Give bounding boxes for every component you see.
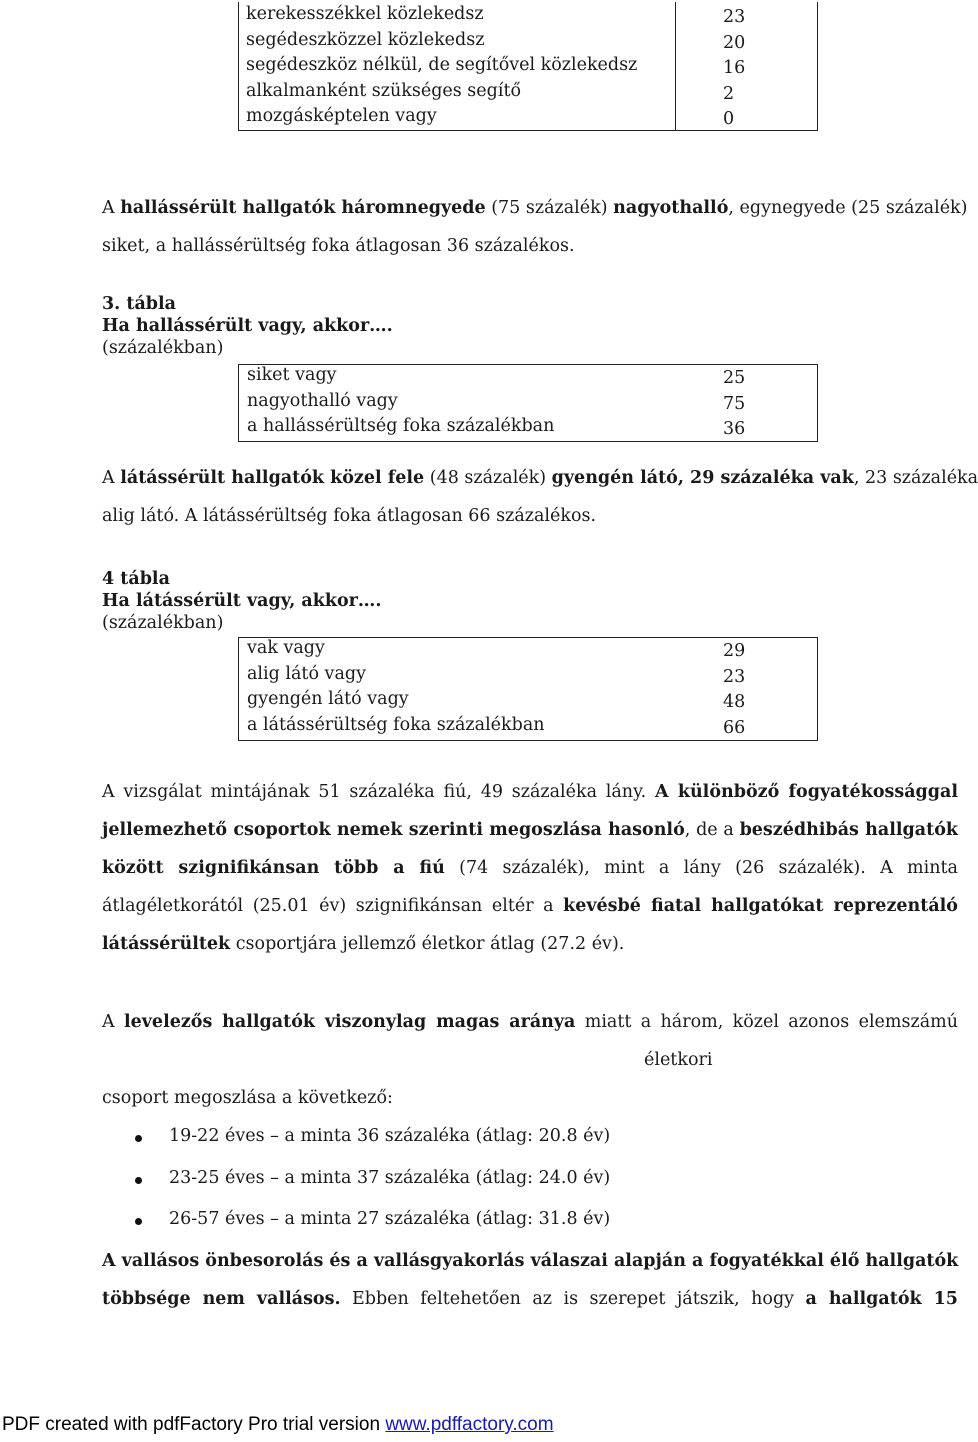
table-row-label: segédeszköz nélkül, de segítővel közlekedsz (246, 55, 638, 75)
table-mobility-labels (246, 2, 637, 130)
table4 (238, 637, 818, 741)
paragraph-line: siket, a hallássérültség foka átlagosan 36 százalékos. (102, 236, 575, 256)
table-row-value: 20 (723, 32, 746, 53)
table3-caption (102, 293, 393, 359)
footer-text: PDF created with pdfFactory Pro trial version (2, 1414, 386, 1435)
paragraph-religion (102, 1242, 958, 1318)
list-item-text: 19-22 éves – a minta 36 százaléka (átlag: 20.8 év) (169, 1126, 611, 1146)
paragraph-correspondence (102, 1003, 958, 1117)
paragraph-line: között szignifikánsan több a fiú (74 százalék), mint a lány (26 százalék). A minta (102, 858, 958, 878)
paragraph-line: látássérültek csoportjára jellemző életkor átlag (27.2 év). (102, 934, 625, 954)
table3-unit: (százalékban) (102, 338, 224, 358)
paragraph-line: csoport megoszlása a következő: (102, 1088, 393, 1108)
table-row-value: 75 (723, 393, 746, 414)
table-row-label: gyengén látó vagy (247, 689, 409, 709)
table-row-label: alig látó vagy (247, 663, 366, 684)
bullet-icon (135, 1135, 142, 1142)
table-mobility (238, 2, 818, 132)
table4-values (723, 639, 745, 741)
table-row-label: nagyothalló vagy (247, 390, 398, 411)
table-row-label: a hallássérültség foka százalékban (247, 416, 555, 436)
paragraph-line: A levelezős hallgatók viszonylag magas aránya miatt a három, közel azonos elemszámú (102, 1012, 958, 1032)
table-row-value: 29 (723, 641, 746, 661)
table3-title: Ha hallássérült vagy, akkor…. (102, 316, 393, 336)
table-row-label: a látássérültség foka százalékban (247, 714, 545, 735)
table-row-value: 48 (723, 692, 746, 712)
table-row-value: 0 (723, 109, 735, 129)
table4-unit: (százalékban) (102, 613, 224, 633)
table4-number: 4 tábla (102, 569, 170, 589)
list-item-text: 23-25 éves – a minta 37 százaléka (átlag: 24.0 év) (169, 1167, 611, 1188)
paragraph-line: A látássérült hallgatók közel fele (48 százalék) gyengén látó, 29 százaléka vak, 23 százaléka (102, 468, 978, 488)
paragraph-line: alig látó. A látássérültség foka átlagosan 66 százalékos. (102, 506, 597, 526)
paragraph-line: A vallásos önbesorolás és a vallásgyakorlás válaszai alapján a fogyatékkal élő hallgatók (102, 1251, 959, 1271)
table4-labels (247, 636, 545, 738)
table-row-label: mozgásképtelen vagy (246, 106, 437, 126)
paragraph-line: A vizsgálat mintájának 51 százaléka fiú, 49 százaléka lány. A különböző fogyatékossággal (102, 782, 958, 802)
paragraph-line: A hallássérült hallgatók háromnegyede (75 százalék) nagyothalló, egynegyede (25 százalék) (102, 198, 968, 218)
table3-number: 3. tábla (102, 294, 177, 314)
paragraph-hearing (102, 189, 968, 265)
table-row-value: 25 (723, 368, 746, 388)
table-row-label: alkalmanként szükséges segítő (246, 80, 522, 101)
footer-link[interactable]: www.pdffactory.com (385, 1414, 554, 1435)
table3 (238, 364, 818, 442)
paragraph-line: jellemezhető csoportok nemek szerinti megoszlása hasonló, de a beszédhibás hallgatók (102, 820, 958, 840)
table-row-value: 36 (723, 419, 746, 439)
age-group-list (102, 1125, 802, 1250)
list-item (102, 1167, 802, 1209)
table-row-value: 66 (723, 717, 746, 738)
table4-caption (102, 568, 381, 634)
table-mobility-value-cell (675, 2, 818, 131)
table-row-label: siket vagy (247, 365, 337, 385)
table-mobility-values (723, 5, 745, 133)
table-row-label: vak vagy (247, 638, 325, 658)
table-row-label: kerekesszékkel közlekedsz (246, 4, 484, 24)
paragraph-vision (102, 459, 978, 535)
table-row-label: segédeszközzel közlekedsz (246, 29, 485, 50)
bullet-icon (135, 1218, 142, 1225)
list-item-text: 26-57 éves – a minta 27 százaléka (átlag: 31.8 év) (169, 1209, 611, 1229)
paragraph-line: életkori (644, 1050, 713, 1070)
table-row-value: 16 (723, 58, 746, 78)
table3-labels (247, 363, 554, 440)
pdf-footer (2, 1414, 554, 1436)
table3-values (723, 366, 745, 443)
table-row-value: 23 (723, 666, 746, 687)
bullet-icon (135, 1177, 142, 1184)
table4-title: Ha látássérült vagy, akkor…. (102, 591, 382, 611)
paragraph-gender (102, 773, 958, 963)
list-item (102, 1125, 802, 1167)
paragraph-line: átlagéletkorától (25.01 év) szignifikánsan eltér a kevésbé fiatal hallgatókat reprezentáló (102, 896, 958, 916)
paragraph-line: többsége nem vallásos. Ebben feltehetően az is szerepet játszik, hogy a hallgatók 15 (102, 1289, 958, 1309)
table-row-value: 2 (723, 83, 735, 104)
table-row-value: 23 (723, 7, 746, 27)
